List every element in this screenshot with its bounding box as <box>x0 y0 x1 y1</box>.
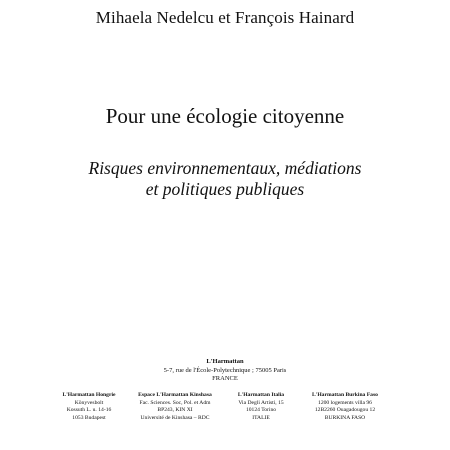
branch-line: Via Degli Artisti, 15 <box>238 399 284 406</box>
publisher-address: 5-7, rue de l'École-Polytechnique ; 75005 Paris <box>163 366 287 374</box>
publisher-block <box>0 358 450 384</box>
branch-name: L'Harmattan Italia <box>237 392 285 398</box>
branch-name: L'Harmattan Hongrie <box>62 392 116 398</box>
branch-line: 1200 logements villa 96 <box>318 399 372 406</box>
branch-hongrie <box>44 392 134 422</box>
branch-line: BP243, KIN XI <box>157 407 193 414</box>
branch-line: 12B2260 Ouagadougou 12 <box>314 407 376 414</box>
branch-line: Kossuth L. u. 14-16 <box>66 407 112 414</box>
branch-name: Espace L'Harmattan Kinshasa <box>138 392 212 398</box>
branch-kinshasa <box>130 392 220 422</box>
branch-line: Université de Kinshasa – RDC <box>140 414 210 421</box>
book-subtitle <box>0 158 450 200</box>
branch-burkina-faso <box>300 392 390 422</box>
branch-line: 1053 Budapest <box>72 414 106 421</box>
book-title: Pour une écologie citoyenne <box>105 104 345 128</box>
publisher-name: L'Harmattan <box>206 358 244 365</box>
branch-name: L'Harmattan Burkina Faso <box>312 392 378 398</box>
branch-italia <box>216 392 306 422</box>
authors: Mihaela Nedelcu et François Hainard <box>95 8 355 27</box>
publisher-country: FRANCE <box>212 375 238 382</box>
branch-line: Fac. Sciences. Soc, Pol. et Adm <box>139 399 211 406</box>
branch-line: 10124 Torino <box>245 407 277 414</box>
branch-line: BURKINA FASO <box>324 414 366 421</box>
subtitle-line: Risques environnementaux, médiations <box>88 158 362 178</box>
branch-line: Könyvesbolt <box>74 399 104 406</box>
branch-line: ITALIE <box>252 414 270 421</box>
subtitle-line: et politiques publiques <box>145 179 305 199</box>
